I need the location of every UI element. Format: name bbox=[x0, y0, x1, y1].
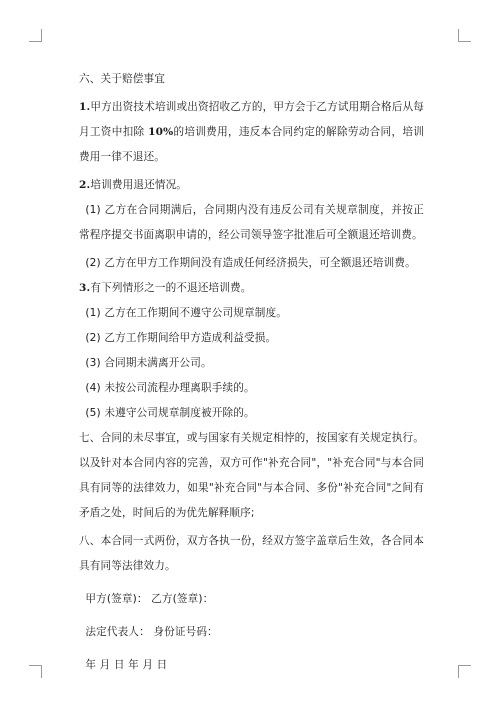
signature-parties: 甲方(签章)： 乙方(签章)： bbox=[85, 593, 214, 605]
clause-2 bbox=[79, 173, 424, 198]
clause-2-item-2: (2) 乙方在甲方工作期间没有造成任何经济损失，可全额退还培训费。 bbox=[85, 257, 416, 269]
legal-representative-line: 法定代表人： 身份证号码： bbox=[85, 626, 218, 638]
clause-3 bbox=[79, 276, 424, 301]
clause-2-text: 培训费用退还情况。 bbox=[90, 179, 188, 191]
clause-2-item-1: (1) 乙方在合同期满后，合同期内没有违反公司有关规章制度，并按正常程序提交书面离职申请的，经公司领导签字批准后可全额退还培训费。 bbox=[79, 204, 424, 241]
crop-mark-bottom-right bbox=[458, 665, 471, 678]
document-body bbox=[79, 64, 424, 678]
section-8-text: 八、本合同一式两份，双方各执一份，经双方签字盖章后生效，各合同本具有同等法律效力。 bbox=[79, 535, 424, 572]
clause-3-text: 有下列情形之一的不退还培训费。 bbox=[90, 282, 252, 294]
crop-mark-top-right bbox=[458, 29, 471, 42]
section-6-title: 六、关于赔偿事宜 bbox=[79, 73, 165, 85]
clause-1-text-a: 甲方出资技术培训或出资招收乙方的，甲方会于乙方试用期合格后从每月工资中扣除 bbox=[79, 101, 424, 138]
clause-3-item-4: (4) 未按公司流程办理离职手续的。 bbox=[85, 382, 255, 394]
crop-mark-top-left bbox=[29, 29, 42, 42]
clause-3-item-5: (5) 未遵守公司规章制度被开除的。 bbox=[85, 407, 255, 419]
clause-2-number: 2. bbox=[79, 179, 91, 191]
section-7-text: 七、合同的未尽事宜，或与国家有关规定相悖的，按国家有关规定执行。 以及针对本合同内容的完善，双方可作"补充合同"，"补充合同"与本合同具有同等的法律效力，如果"补充合同"与本合同、多份"补充合同"之间有矛盾之处，时间后的为优先解释顺序; bbox=[79, 432, 424, 519]
clause-1-text-b: 的培训费用，违反本合同约定的解除劳动合同，培训费用一律不退还。 bbox=[79, 126, 424, 163]
clause-3-item-1: (1) 乙方在工作期间不遵守公司规章制度。 bbox=[85, 307, 287, 319]
clause-3-item-2: (2) 乙方工作期间给甲方造成利益受损。 bbox=[85, 332, 277, 344]
clause-1-number: 1. bbox=[79, 101, 91, 113]
clause-1-percent: 10% bbox=[148, 126, 174, 138]
clause-3-item-3: (3) 合同期未满离开公司。 bbox=[85, 357, 212, 369]
clause-1 bbox=[79, 95, 424, 170]
crop-mark-bottom-left bbox=[29, 665, 42, 678]
signature-date-line: 年 月 日 年 月 日 bbox=[85, 659, 168, 671]
clause-3-number: 3. bbox=[79, 282, 91, 294]
